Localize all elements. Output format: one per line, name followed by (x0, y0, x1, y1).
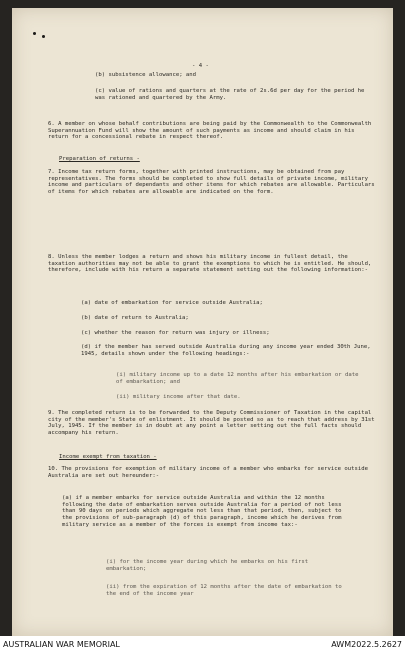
heading-income-exempt: Income exempt from taxation - (59, 454, 157, 460)
punch-hole-mark (33, 32, 36, 35)
page-number: - 4 - (192, 63, 209, 69)
document-page (12, 8, 393, 636)
item-b: (b) subsistence allowance; and (95, 72, 197, 78)
paragraph-8: 8. Unless the member lodges a return and shows his military income in fullest detail, the taxation authorities may not be able to grant the exemptions to which he is entitled. He should, therefore, include with his return a separate statement setting out the following information:- (48, 254, 372, 274)
item-10a-ii: (ii) from the expiration of 12 months after the date of embarkation to the end of the income year (106, 584, 342, 597)
paragraph-7: 7. Income tax return forms, together with printed instructions, may be obtained from pay representatives. The forms should be completed to show full details of private income, military income and particulars of dependants and other items for which rebates are allowable. Particulars of items for which rebates are allowable are indicated on the form. (48, 169, 375, 196)
footer-accession-number: AWM2022.5.2627 (331, 640, 402, 649)
item-10a: (a) if a member embarks for service outside Australia and within the 12 months following the date of embarkation serves outside Australia for a period of not less than 90 days on periods which aggregate not less than that period, then, subject to the provisions of sub-paragraph (d) of this paragraph, income which he derives from military service as a member of the forces is exempt from income tax:- (62, 495, 342, 528)
paragraph-6: 6. A member on whose behalf contributions are being paid by the Commonwealth to the Commonwealth Superannuation Fund will show the amount of such payments as income and should claim in his return for a concessional rebate in respect thereof. (48, 121, 372, 141)
item-8d-ii: (ii) military income after that date. (116, 394, 241, 400)
item-10a-i: (i) for the income year during which he embarks on his first embarkation; (106, 559, 309, 572)
heading-preparation-of-returns: Preparation of returns - (59, 156, 140, 162)
paragraph-10: 10. The provisions for exemption of military income of a member who embarks for service outside Australia are set out hereunder:- (48, 466, 368, 479)
item-8b: (b) date of return to Australia; (81, 315, 189, 321)
item-8c: (c) whether the reason for return was injury or illness; (81, 330, 270, 336)
punch-hole-mark (42, 35, 45, 38)
footer-institution: AUSTRALIAN WAR MEMORIAL (3, 640, 120, 649)
item-8d-i: (i) military income up to a date 12 months after his embarkation or date of embarkation; and (116, 372, 359, 385)
item-8a: (a) date of embarkation for service outside Australia; (81, 300, 263, 306)
item-c: (c) value of rations and quarters at the rate of 2s.6d per day for the period he was rationed and quartered by the Army. (95, 88, 365, 101)
paragraph-9: 9. The completed return is to be forwarded to the Deputy Commissioner of Taxation in the capital city of the member's State of enlistment. It should be posted so as to reach that address by 31st July, 1945. If the member is in doubt at any point a letter setting out the full facts should accompany his return. (48, 410, 375, 437)
item-8d: (d) if the member has served outside Australia during any income year ended 30th June, 1945, details shown under the following headings:- (81, 344, 371, 357)
archive-footer-bar (0, 636, 405, 653)
